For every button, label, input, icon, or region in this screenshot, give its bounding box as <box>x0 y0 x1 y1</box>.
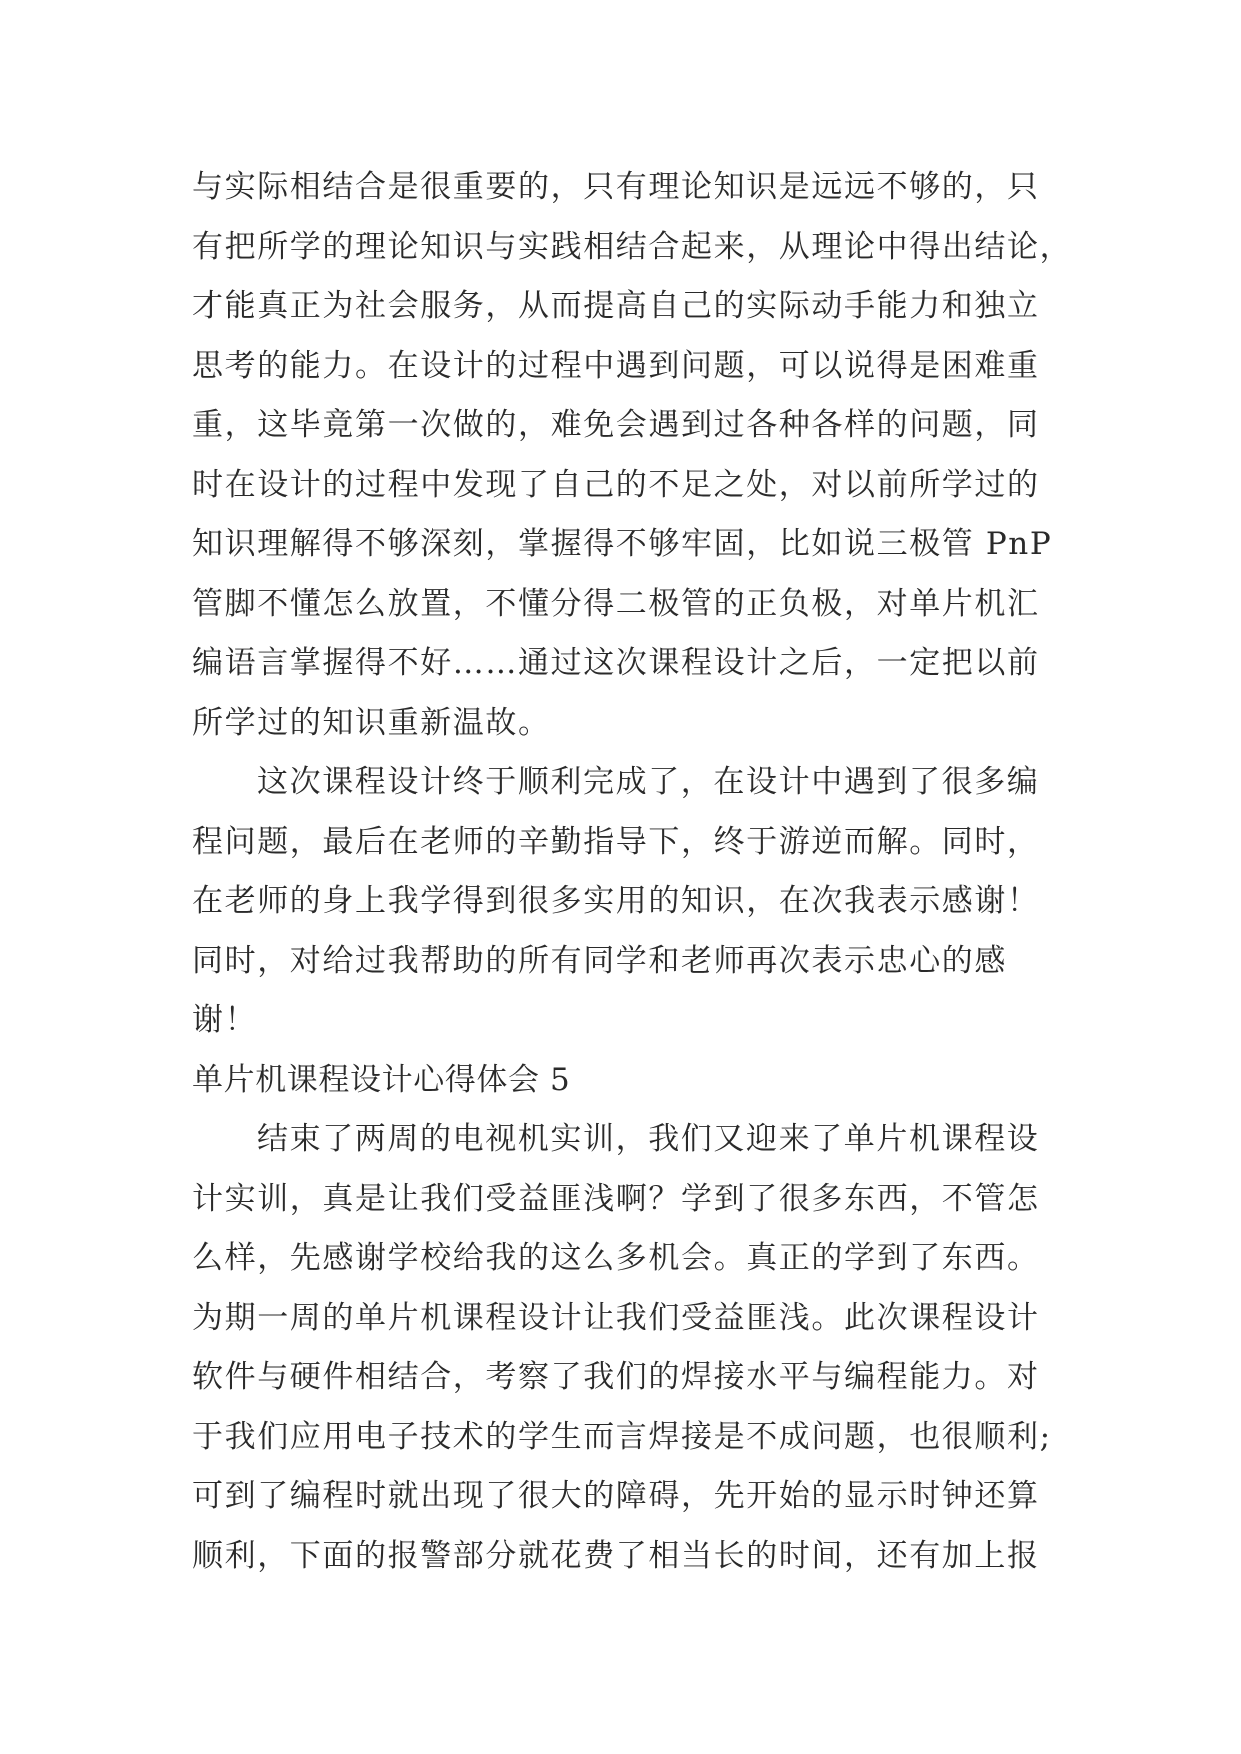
text-line: 时在设计的过程中发现了自己的不足之处，对以前所学过的 <box>192 466 1040 503</box>
text-line: 可到了编程时就出现了很大的障碍，先开始的显示时钟还算 <box>192 1478 1040 1514</box>
text-line: 编语言掌握得不好……通过这次课程设计之后，一定把以前 <box>192 645 1040 681</box>
text-line: 谢！ <box>192 1002 258 1038</box>
text-line: 知识理解得不够深刻，掌握得不够牢固，比如说三极管 PnP <box>192 526 1053 562</box>
paragraph-start-line: 这次课程设计终于顺利完成了，在设计中遇到了很多编 <box>257 764 1040 800</box>
text-line: 计实训，真是让我们受益匪浅啊？学到了很多东西，不管怎 <box>192 1180 1040 1217</box>
text-line: 有把所学的理论知识与实践相结合起来，从理论中得出结论， <box>192 228 1073 265</box>
text-line: 同时，对给过我帮助的所有同学和老师再次表示忠心的感 <box>192 942 1007 979</box>
text-line: 程问题，最后在老师的辛勤指导下，终于游逆而解。同时， <box>192 823 1040 860</box>
text-line: 所学过的知识重新温故。 <box>192 704 551 741</box>
text-line: 管脚不懂怎么放置，不懂分得二极管的正负极，对单片机汇 <box>192 585 1040 622</box>
document-body <box>192 158 1092 1586</box>
text-line: 在老师的身上我学得到很多实用的知识，在次我表示感谢！ <box>192 883 1040 919</box>
text-line: 才能真正为社会服务，从而提高自己的实际动手能力和独立 <box>192 288 1040 324</box>
text-line: 与实际相结合是很重要的，只有理论知识是远远不够的，只 <box>192 169 1040 205</box>
text-line: 软件与硬件相结合，考察了我们的焊接水平与编程能力。对 <box>192 1359 1040 1395</box>
text-line: 于我们应用电子技术的学生而言焊接是不成问题，也很顺利; <box>192 1418 1052 1455</box>
paragraph-start-line: 结束了两周的电视机实训，我们又迎来了单片机课程设 <box>257 1121 1040 1157</box>
text-line: 思考的能力。在设计的过程中遇到问题，可以说得是困难重 <box>192 347 1040 384</box>
section-heading: 单片机课程设计心得体会 5 <box>192 1061 571 1098</box>
text-line: 顺利，下面的报警部分就花费了相当长的时间，还有加上报 <box>192 1537 1040 1574</box>
text-line: 重，这毕竟第一次做的，难免会遇到过各种各样的问题，同 <box>192 407 1040 443</box>
text-line: 么样，先感谢学校给我的这么多机会。真正的学到了东西。 <box>192 1240 1040 1276</box>
text-line: 为期一周的单片机课程设计让我们受益匪浅。此次课程设计 <box>192 1299 1040 1336</box>
